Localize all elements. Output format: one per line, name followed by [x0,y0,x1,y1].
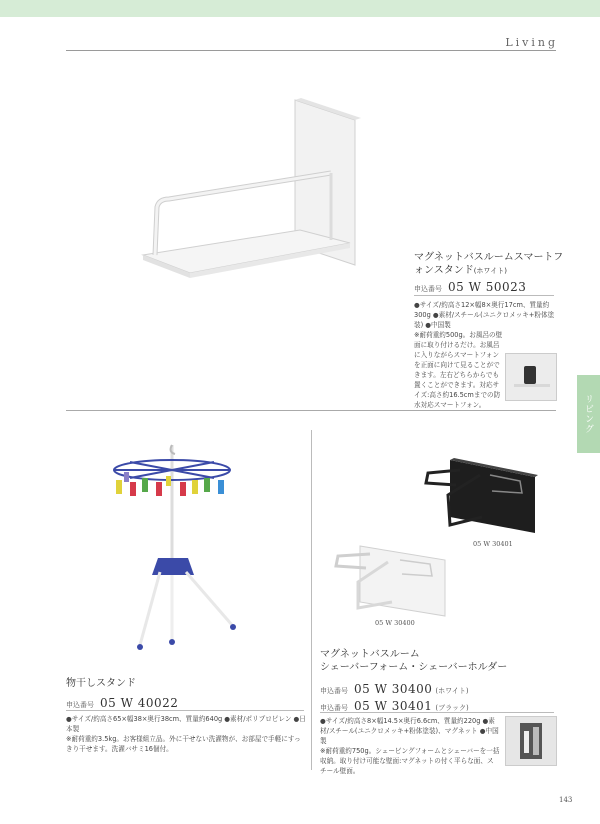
product3-code-white: 05 W 30400 [354,682,433,696]
product2-spec: ●サイズ/約高さ65×幅38×奥行38cm、質量約640g ●素材/ポリプロピレン ●日本製 ※耐荷重約3.5kg。お客様組立品。外に干せない洗濯物が、お部屋で手軽にすっきり干せます。洗濯バサミ16個付。 [66,715,306,753]
product1-code: 05 W 50023 [448,280,527,294]
top-color-bar [0,0,600,17]
product2-rule [66,710,304,711]
shaver-holder-white-photo [330,538,455,618]
product2-title: 物干しスタンド [66,678,136,689]
section-title: Living [505,36,558,49]
product3-rule [320,712,554,713]
product3-order-white: 申込番号 05 W 30400 (ホワイト) [320,682,469,696]
product1-title: マグネットバスルームスマートフォンスタンド(ホワイト) [414,252,564,276]
product3-spec: ●サイズ/約高さ8×幅14.5×奥行6.6cm、質量約220g ●素材/スチール(ユニクロメッキ+粉体塗装)、マグネット ●中国製 ※耐荷重約750g。シェービングフォームとシェーバーを一括収納。取り付け可能な壁面:マグネットの付く平らな面、スチール壁面。 [320,717,500,775]
product1-usage-thumbnail [505,353,557,401]
page-number: 143 [559,796,573,804]
product1-order: 申込番号 05 W 50023 [414,280,527,294]
product1-rule [414,295,554,296]
product3-order-black: 申込番号 05 W 30401 (ブラック) [320,699,469,713]
shaver-holder-black-photo [420,455,540,537]
drying-stand-photo [100,440,250,660]
photo-label-white: 05 W 30400 [375,619,415,627]
product3-usage-thumbnail [505,716,557,766]
smartphone-stand-photo [135,95,365,285]
product3-title: マグネットバスルーム シェーバーフォーム・シェーバーホルダー [320,649,508,673]
product2-order: 申込番号 05 W 40022 [66,696,179,710]
product1-spec: ●サイズ/約高さ12×幅8×奥行17cm、質量約300g ●素材/スチール(ユニクロメッキ+粉体塗装) ●中国製 ※耐荷重約500g。お風呂の壁面に取り付けるだけ。お風呂に入りながらスマートフォンを正面に向けて見ることができます。左右どちらからでも置くことができます。対応サイズ:高さ約16.5cmまでの防水対応スマートフォン。 [414,301,555,409]
product3-code-black: 05 W 30401 [354,699,433,713]
side-tab-living[interactable]: リビング [577,375,600,453]
column-divider [311,430,312,770]
header-rule [66,50,556,51]
product2-code: 05 W 40022 [100,696,179,710]
photo-label-black: 05 W 30401 [473,540,513,548]
mid-rule [66,410,556,411]
